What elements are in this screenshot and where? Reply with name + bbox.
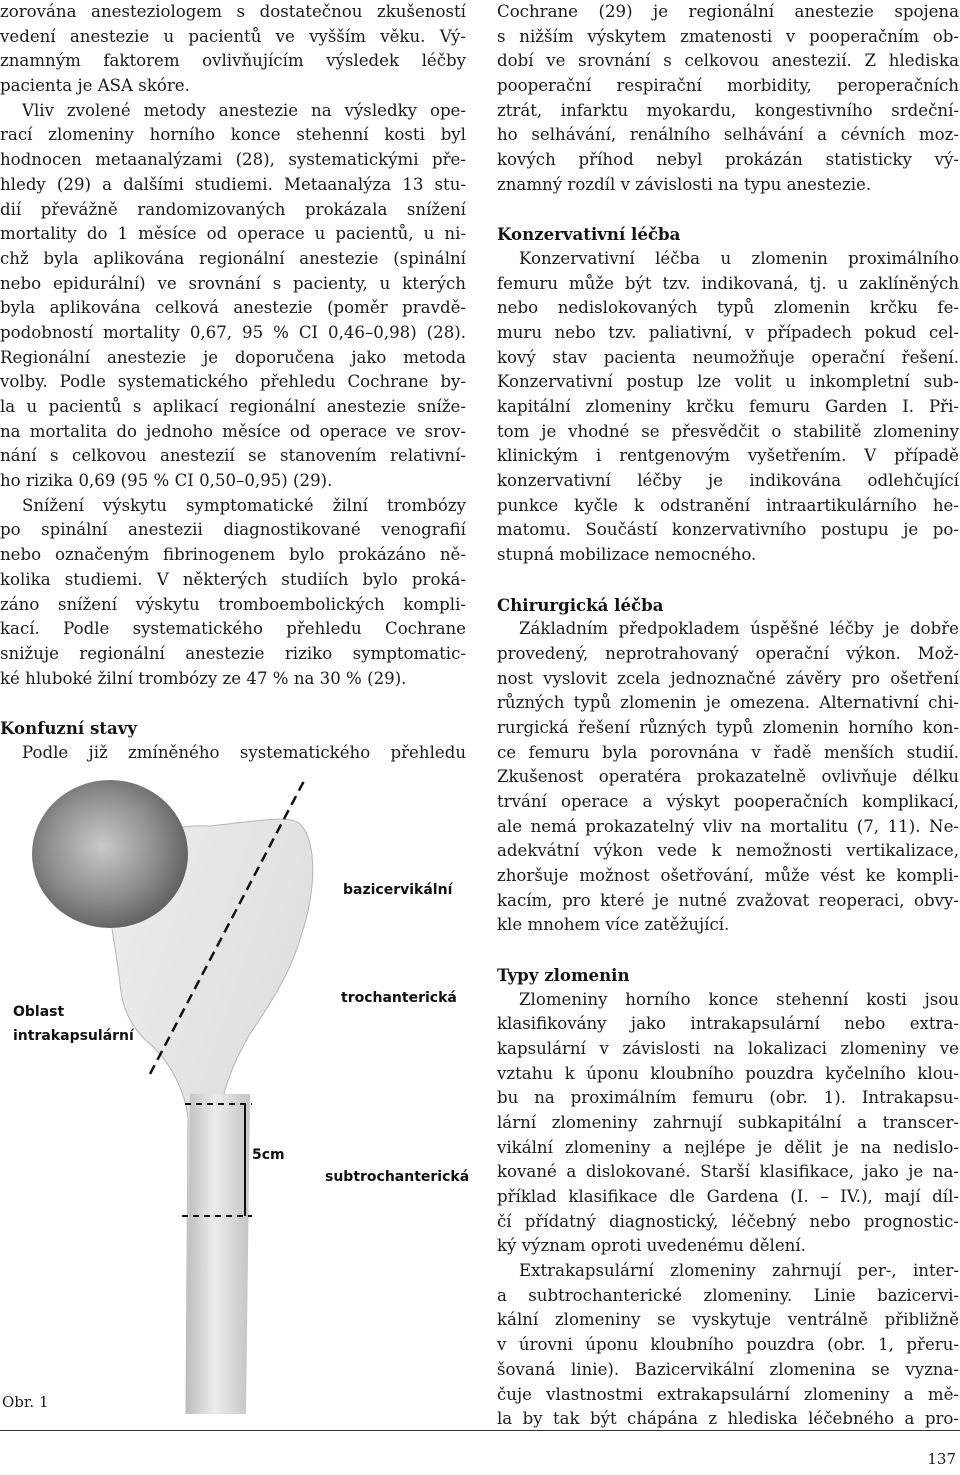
text-line: Cochrane (29) je regionální anestezie spojena (497, 2, 959, 21)
text-line: kované a dislokované. Starší klasifikace, jako je na- (497, 1162, 959, 1182)
section-heading-chirurgicka-lecba: Chirurgická léčba (497, 594, 664, 615)
text-line: šovaná linie). Bazicervikální zlomenina se vyzna- (497, 1359, 959, 1379)
text-line: hodnocen metaanalýzami (28), systematickými pře- (0, 150, 466, 170)
text-line: na mortalita do jednoho měsíce od operace ve srov- (0, 421, 466, 441)
page-number: 137 (927, 1450, 956, 1468)
text-line: kolika studiemi. V některých studiích bylo proká- (0, 569, 466, 589)
text-line: la by tak být chápána z hlediska léčebného a pro- (497, 1409, 959, 1429)
text-line: podobností mortality 0,67, 95 % CI 0,46–0,98) (28). (0, 322, 466, 342)
text-line: stupná mobilizace nemocného. (497, 545, 757, 565)
paragraph (497, 1259, 959, 1432)
text-line: Zkušenost operatéra prokazatelně ovlivňuje délku (497, 767, 959, 787)
text-line: po spinální anestezii diagnostikované venografií (0, 520, 466, 540)
text-line: ale nemá prokazatelný vliv na mortalitu (7, 11). Ne- (497, 816, 959, 836)
text-line: pacienta je ASA skóre. (0, 76, 190, 96)
text-line: trvání operace a výskyt pooperačních komplikací, (497, 792, 959, 811)
paragraph (497, 247, 959, 568)
text-line: muru nebo tzv. paliativní, v případech pokud cel- (497, 322, 959, 342)
text-line: Vliv zvolené metody anestezie na výsledky ope- (22, 100, 466, 120)
text-line: rurgická řešení různých typů zlomenin horního kon- (497, 717, 959, 737)
paragraph (0, 741, 466, 766)
label-intrakapsularni: intrakapsulární (13, 1028, 134, 1044)
text-line: konzervativní léčby je indikována odlehčující (497, 471, 959, 491)
text-line: nebo epidurální) ve srovnání s pacienty, u kterých (0, 273, 466, 293)
text-line: byla aplikována celková anestezie (poměr pravdě- (0, 298, 466, 318)
paragraph (0, 99, 466, 494)
text-line: kální zlomeniny se vyskytuje ventrálně přibližně (497, 1310, 959, 1330)
text-line: klinickým i rentgenovým vyšetřením. V případě (497, 446, 959, 466)
text-line: kapsulární v závislosti na lokalizaci zlomeniny ve (497, 1038, 959, 1058)
text-line: hledy (29) a dalšími studiemi. Metaanalýza 13 stu- (0, 174, 466, 194)
section-heading-konzervativni-lecba: Konzervativní léčba (497, 224, 681, 245)
label-subtrochanterica: subtrochanterická (325, 1169, 470, 1185)
text-line: kapitální zlomeniny krčku femuru Garden I. Při- (497, 397, 959, 416)
text-line: v úrovni úponu kloubního pouzdra (obr. 1, přeru- (497, 1335, 959, 1355)
femur-shaft (186, 1094, 250, 1414)
text-line: provedený, neprotrahovaný operační výkon. Mož- (497, 643, 959, 663)
text-line: la u pacientů s aplikací regionální anestezie sníže- (0, 397, 466, 416)
text-line: Zlomeniny horního konce stehenní kosti jsou (519, 989, 959, 1009)
paragraph (0, 494, 466, 692)
text-line: nost vyslovit zcela jednoznačné závěry pro ošetření (497, 668, 959, 688)
text-line: snižuje regionální anestezie riziko symptomatic- (0, 643, 466, 663)
text-line: ho selhávání, renálního selhávání a cévních moz- (497, 125, 959, 145)
text-line: Extrakapsulární zlomeniny zahrnují per-, inter- (519, 1261, 959, 1281)
label-bazicervikalni: bazicervikální (343, 882, 453, 898)
text-line: kacím, pro které je nutné zvažovat reoperaci, obvy- (497, 890, 959, 910)
figure-caption: Obr. 1 (2, 1393, 49, 1411)
footer-rule (0, 1430, 960, 1431)
text-line: tom je vhodné se přesvědčit o stabilitě zlomeniny (497, 421, 959, 441)
text-line: znamným faktorem ovlivňujícím výsledek léčby (0, 51, 466, 71)
text-line: kový stav pacienta neumožňuje operační řešení. (497, 347, 959, 367)
label-trochanterica: trochanterická (341, 990, 457, 1006)
femoral-head (32, 780, 188, 928)
text-line: a subtrochanterické zlomeniny. Linie bazicervi- (497, 1285, 959, 1305)
text-line: dií převážně randomizovaných prokázala snížení (0, 199, 466, 219)
text-line: čí přídatný diagnostický, léčebný nebo prognostic- (497, 1211, 959, 1231)
label-5cm: 5cm (252, 1147, 285, 1163)
text-line: volby. Podle systematického přehledu Cochrane by- (0, 372, 466, 392)
text-line: zorována anesteziologem s dostatečnou zkušeností (0, 2, 466, 21)
text-line: vedení anestezie u pacientů ve vyšším věku. Vý- (0, 26, 466, 46)
text-line: adekvátní výkon vede k nemožnosti vertikalizace, (497, 841, 959, 861)
text-line: punkce kyčle k odstranění intraartikulárního he- (497, 495, 959, 515)
section-heading-typy-zlomenin: Typy zlomenin (497, 964, 630, 985)
text-line: Snížení výskytu symptomatické žilní trombózy (22, 495, 466, 515)
text-line: Regionální anestezie je doporučena jako metoda (0, 347, 466, 367)
paragraph (497, 988, 959, 1260)
text-line: bu na proximálním femuru (obr. 1). Intrakapsu- (497, 1088, 959, 1108)
text-line: chž byla aplikována regionální anestezie (spinální (0, 248, 466, 268)
text-line: dobí ve srovnání s celkovou anestezií. Z hlediska (497, 51, 959, 71)
text-line: Podle již zmíněného systematického přehledu (22, 742, 466, 762)
text-line: čuje vlastnostmi extrakapsulární zlomeniny a mě- (497, 1384, 959, 1404)
text-line: femuru může být tzv. indikovaná, tj. u zaklíněných (497, 273, 959, 293)
text-line: ce femuru byla porovnána v řadě menších studií. (497, 742, 959, 762)
femur-diagram (0, 764, 470, 1414)
paragraph (497, 617, 959, 938)
text-line: záno snížení výskytu tromboembolických kompli- (0, 594, 466, 614)
text-line: rací zlomeniny horního konce stehenní kosti byl (0, 125, 466, 145)
text-line: nebo označeným fibrinogenem bylo prokázáno ně- (0, 545, 466, 565)
femur-figure (0, 764, 470, 1414)
text-line: znamný rozdíl v závislosti na typu anestezie. (497, 174, 872, 194)
text-line: kových příhod nebyl prokázán statisticky vý- (497, 150, 959, 170)
text-line: příklad klasifikace dle Gardena (I. – IV.), mají díl- (497, 1187, 959, 1206)
text-line: mortality do 1 měsíce od operace u pacientů, u ni- (0, 224, 466, 244)
text-line: matomu. Součástí konzervativního postupu je po- (497, 520, 959, 540)
text-line: Konzervativní léčba u zlomenin proximálního (519, 248, 959, 268)
text-line: vikální zlomeniny a nejlépe je dělit je na nedislo- (497, 1137, 959, 1157)
text-line: zhoršuje možnost ošetřování, může vést ke kompli- (497, 866, 959, 886)
text-line: ho rizika 0,69 (95 % CI 0,50–0,95) (29). (0, 471, 333, 491)
text-line: pooperační respirační morbidity, peroperačních (497, 76, 959, 96)
left-column (0, 0, 466, 765)
text-line: různých typů zlomenin je omezena. Alternativní chi- (497, 693, 959, 713)
text-line: Základním předpokladem úspěšné léčby je dobře (519, 619, 959, 639)
section-heading-konfuzni-stavy: Konfuzní stavy (0, 717, 138, 738)
text-line: kle mnohem více zatěžující. (497, 915, 730, 935)
text-line: lární zlomeniny zahrnují subkapitální a transcer- (497, 1112, 959, 1132)
text-line: ký význam oproti uvedenému dělení. (497, 1236, 806, 1256)
text-line: Konzervativní postup lze volit u inkompletní sub- (497, 372, 959, 392)
right-column (497, 0, 959, 1432)
text-line: nebo nedislokovaných typů zlomenin krčku fe- (497, 298, 959, 318)
paragraph (497, 0, 959, 198)
text-line: nání s celkovou anestezií se stanovením relativní- (0, 446, 466, 466)
text-line: kací. Podle systematického přehledu Cochrane (0, 619, 466, 639)
text-line: vztahu k úponu kloubního pouzdra kyčelního klou- (497, 1063, 959, 1083)
text-line: klasifikovány jako intrakapsulární nebo extra- (497, 1014, 959, 1034)
label-oblast: Oblast (13, 1004, 65, 1020)
paragraph (0, 0, 466, 99)
text-line: ztrát, infarktu myokardu, kongestivního srdeční- (497, 100, 959, 120)
text-line: s nižším výskytem zmatenosti v pooperačním ob- (497, 26, 959, 46)
text-line: ké hluboké žilní trombózy ze 47 % na 30 % (29). (0, 668, 407, 688)
